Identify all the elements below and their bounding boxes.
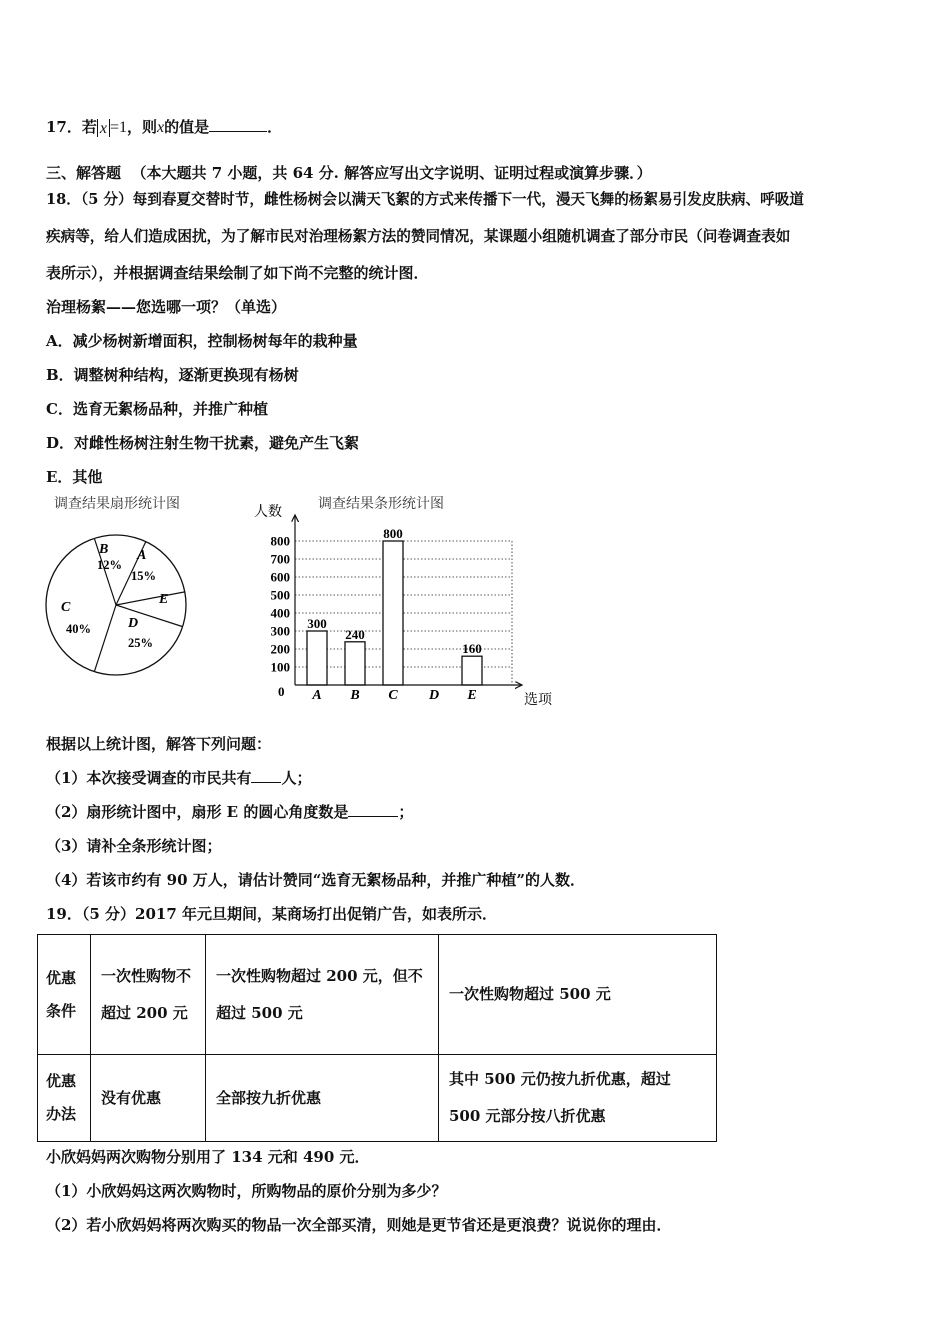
survey-option-b: B．调整树种结构，逐渐更换现有杨树	[46, 366, 299, 384]
bar-title: 调查结果条形统计图	[318, 496, 444, 512]
section-heading: 三、解答题 （本大题共 7 小题，共 64 分. 解答应写出文字说明、证明过程或演算步骤．）	[46, 164, 652, 182]
bar-y-ticks	[271, 534, 291, 675]
bar-series	[307, 526, 482, 703]
bar-data-label: 300	[307, 616, 327, 631]
pie-label-c: C	[61, 600, 71, 615]
promotion-table	[37, 934, 717, 1142]
y-tick-label: 500	[270, 587, 290, 603]
pie-label-e: E	[159, 592, 169, 607]
x-category-label: A	[312, 688, 322, 703]
q18-intro: 根据以上统计图，解答下列问题：	[46, 735, 272, 753]
pie-divider	[94, 605, 116, 672]
bar-data-label: 800	[383, 526, 403, 541]
q18-sub-1: （1）本次接受调查的市民共有 人；	[46, 769, 312, 787]
x-category-label: B	[350, 688, 360, 703]
q19-sub-2: （2）若小欣妈妈将两次购买的物品一次全部买清，则她是更节省还是更浪费？说说你的理由．	[46, 1216, 672, 1234]
bar-b	[345, 642, 365, 685]
pie-title: 调查结果扇形统计图	[54, 496, 180, 512]
pie-value-d: 25%	[128, 636, 153, 650]
answer-blank[interactable]	[251, 782, 281, 783]
survey-option-e: E．其他	[46, 468, 103, 486]
table-header-cell: 优惠条件	[38, 935, 91, 1055]
y-tick-label: 700	[270, 551, 290, 567]
q18-line-3: 表所示），并根据调查结果绘制了如下尚不完整的统计图．	[46, 264, 429, 282]
table-cell: 一次性购物超过 500 元	[439, 935, 717, 1055]
bar-c	[383, 541, 403, 685]
survey-option-a: A．减少杨树新增面积，控制杨树每年的栽种量	[46, 332, 358, 350]
bar-chart	[250, 490, 570, 715]
y-tick-label: 800	[270, 533, 290, 549]
table-cell: 全部按九折优惠	[206, 1055, 439, 1142]
answer-blank[interactable]	[348, 816, 398, 817]
q19-line-1: 19．（5 分）2017 年元旦期间，某商场打出促销广告，如表所示．	[46, 905, 498, 923]
y-tick-label: 200	[270, 641, 290, 657]
table-cell: 一次性购物超过 200 元，但不超过 500 元	[206, 935, 439, 1055]
y-tick-label: 400	[270, 605, 290, 621]
y-tick-label: 100	[270, 659, 290, 675]
table-row	[38, 935, 717, 1055]
q18-line-2: 疾病等，给人们造成困扰，为了解市民对治理杨絮方法的赞同情况，某课题小组随机调查了部分市民（问卷调查表如	[46, 228, 791, 245]
survey-option-c: C．选育无絮杨品种，并推广种植	[46, 400, 268, 418]
answer-blank[interactable]	[209, 131, 267, 132]
table-header-cell: 优惠办法	[38, 1055, 91, 1142]
x-category-label: D	[428, 688, 440, 703]
question-17: 17．若 x =1，则x的值是 ．	[46, 118, 283, 137]
survey-title: 治理杨絮——您选哪一项？（单选）	[46, 298, 287, 316]
pie-label-a: A	[137, 548, 147, 563]
absolute-value-expression: x	[97, 119, 110, 137]
bar-e	[462, 656, 482, 685]
q19-after-table: 小欣妈妈两次购物分别用了 134 元和 490 元．	[46, 1148, 370, 1166]
bar-data-label: 160	[462, 641, 482, 657]
x-category-label: C	[388, 688, 398, 703]
pie-label-d: D	[128, 616, 139, 631]
q18-sub-4: （4）若该市约有 90 万人，请估计赞同“选育无絮杨品种，并推广种植”的人数．	[46, 871, 586, 889]
pie-divider	[116, 605, 183, 627]
q18-sub-2: （2）扇形统计图中，扇形 E 的圆心角度数是 ；	[46, 803, 414, 821]
x-category-label: E	[467, 688, 477, 703]
origin-label: 0	[278, 684, 285, 699]
pie-value-a: 15%	[131, 569, 156, 583]
bar-data-label: 240	[345, 626, 365, 642]
table-cell: 其中 500 元仍按九折优惠，超过 500 元部分按八折优惠	[439, 1055, 717, 1142]
table-row	[38, 1055, 717, 1142]
pie-divider	[116, 592, 185, 605]
y-tick-label: 300	[270, 623, 290, 639]
q19-sub-1: （1）小欣妈妈这两次购物时，所购物品的原价分别为多少？	[46, 1182, 447, 1200]
y-tick-label: 600	[270, 569, 290, 585]
y-axis-label: 人数	[254, 504, 282, 520]
q18-sub-3: （3）请补全条形统计图；	[46, 837, 222, 855]
pie-value-c: 40%	[66, 622, 91, 636]
q18-line-1: 18．（5 分）每到春夏交替时节，雌性杨树会以满天飞絮的方式来传播下一代，漫天飞舞的杨絮易引发皮肤病、呼吸道	[46, 191, 804, 208]
table-cell: 一次性购物不超过 200 元	[91, 935, 206, 1055]
survey-option-d: D．对雌性杨树注射生物干扰素，避免产生飞絮	[46, 434, 360, 452]
x-axis-label: 选项	[524, 692, 552, 708]
pie-value-b: 12%	[97, 558, 122, 572]
pie-chart	[36, 490, 246, 690]
bar-a	[307, 631, 327, 685]
pie-label-b: B	[99, 542, 109, 557]
table-cell: 没有优惠	[91, 1055, 206, 1142]
